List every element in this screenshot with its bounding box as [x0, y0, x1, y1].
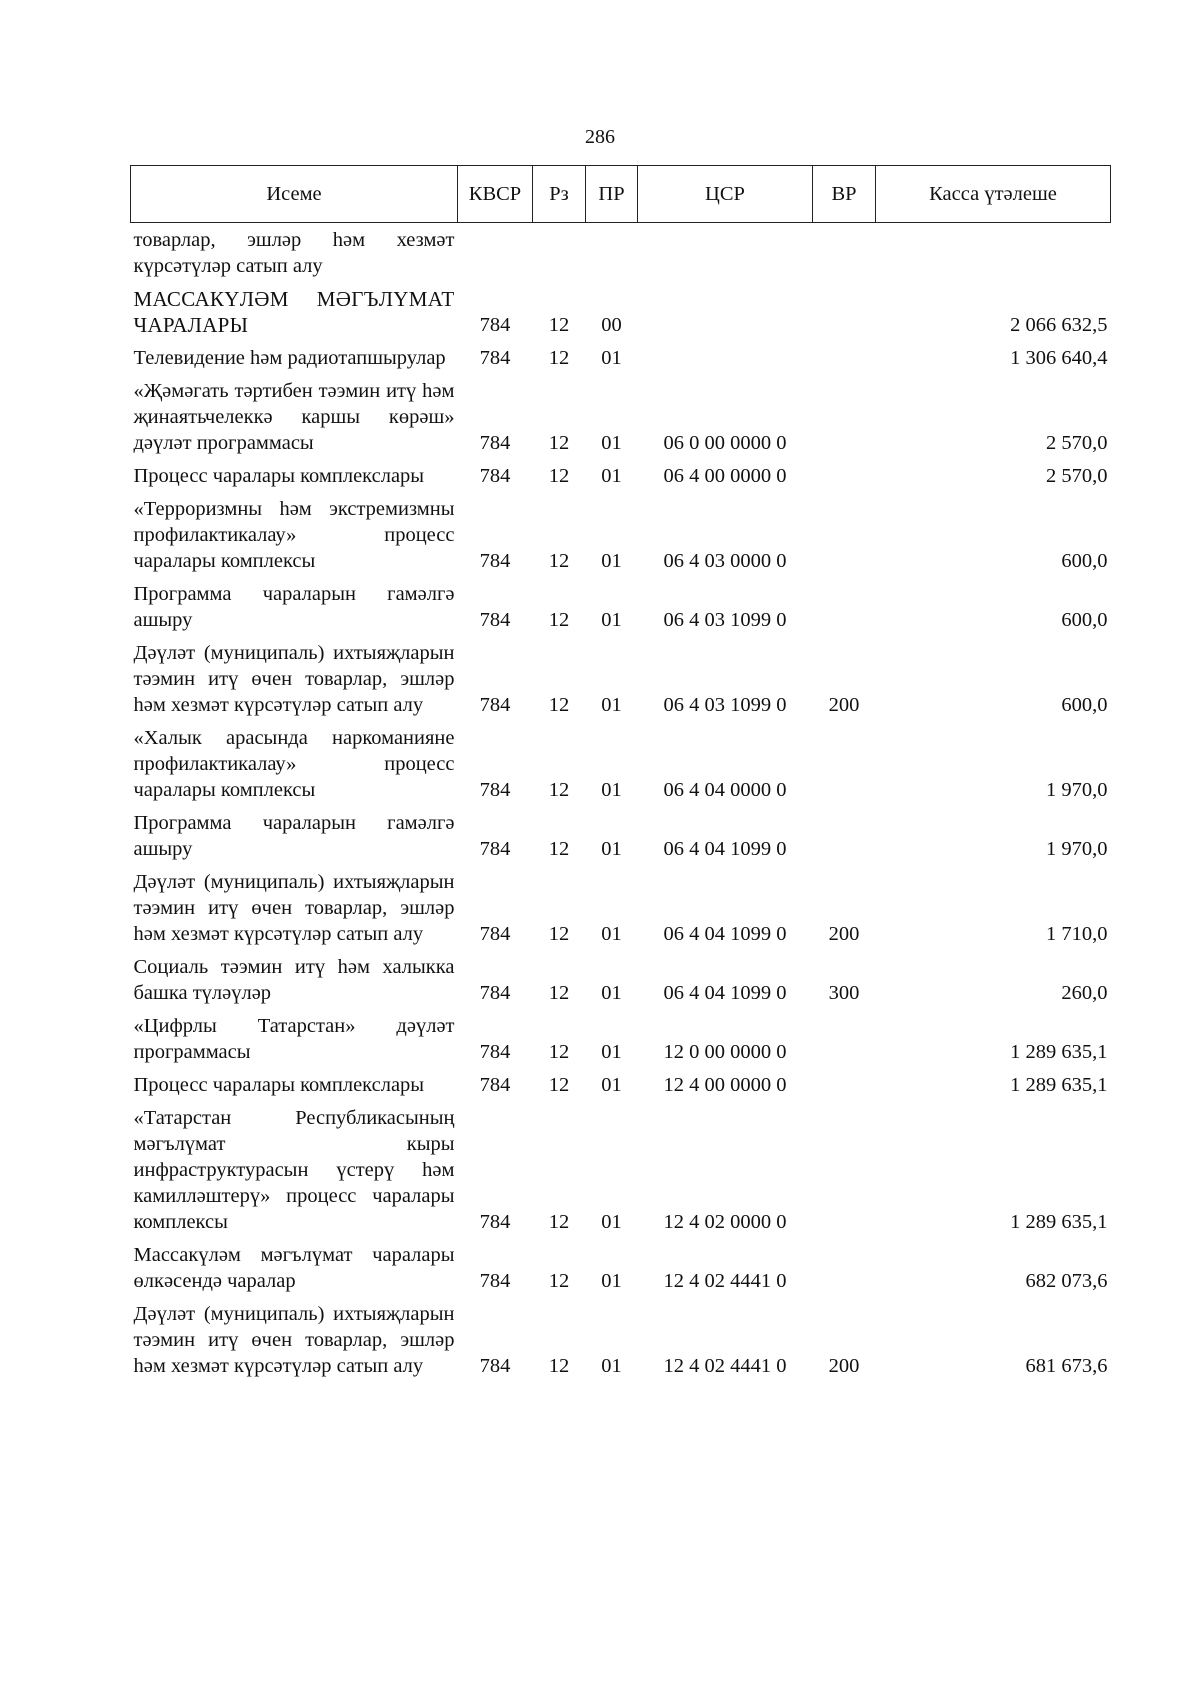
cell-csr: 06 4 00 0000 0 [663, 465, 787, 487]
cell-amount: 600,0 [1061, 694, 1108, 716]
cell-vr: 200 [828, 694, 860, 716]
cell-amount: 1 289 635,1 [1010, 1041, 1108, 1063]
cell-name: МАССАКҮЛӘМ МӘГЪЛҮМАТ ЧАРАЛАРЫ [133, 287, 455, 337]
page-number: 286 [585, 126, 615, 148]
cell-amount: 1 970,0 [1046, 838, 1108, 860]
header-amount: Касса үтәлеше [876, 166, 1111, 223]
cell-pr: 01 [601, 838, 622, 860]
cell-name: «Цифрлы Татарстан» дәүләт программасы [133, 1015, 455, 1063]
cell-rz: 12 [548, 465, 570, 487]
header-vr: ВР [813, 166, 876, 223]
cell-amount: 1 289 635,1 [1010, 1211, 1108, 1233]
cell-vr [813, 341, 876, 374]
cell-rz: 12 [548, 923, 570, 945]
cell-pr: 00 [601, 314, 622, 336]
cell-csr: 12 4 02 4441 0 [663, 1355, 787, 1377]
cell-name: Телевидение һәм радиотапшырулар [133, 347, 446, 369]
table-row [131, 1297, 1111, 1382]
cell-pr [586, 223, 638, 283]
cell-kvsr: 784 [479, 609, 511, 631]
cell-csr: 06 0 00 0000 0 [663, 432, 787, 454]
cell-rz: 12 [548, 347, 570, 369]
cell-kvsr: 784 [479, 465, 511, 487]
cell-vr [813, 1101, 876, 1238]
cell-amount: 682 073,6 [1025, 1270, 1108, 1292]
cell-amount: 1 970,0 [1046, 779, 1108, 801]
table-row [131, 341, 1111, 374]
cell-vr [813, 223, 876, 283]
cell-kvsr: 784 [479, 1270, 511, 1292]
table-row [131, 636, 1111, 721]
header-kvsr: КВСР [458, 166, 533, 223]
table-row [131, 577, 1111, 636]
cell-csr: 12 4 02 0000 0 [663, 1211, 787, 1233]
table-row [131, 806, 1111, 865]
cell-pr: 01 [601, 923, 622, 945]
cell-name: «Терроризмны һәм экстремизмны профилактикалау» процесс чаралары комплексы [133, 498, 455, 572]
cell-vr: 200 [828, 1355, 860, 1377]
cell-kvsr: 784 [479, 838, 511, 860]
table-row [131, 282, 1111, 341]
budget-table [130, 165, 1111, 1382]
cell-csr: 06 4 04 1099 0 [663, 838, 787, 860]
cell-pr: 01 [601, 779, 622, 801]
cell-rz: 12 [548, 432, 570, 454]
cell-pr: 01 [601, 347, 622, 369]
table-row [131, 1238, 1111, 1297]
cell-amount: 1 710,0 [1046, 923, 1108, 945]
header-pr: ПР [586, 166, 638, 223]
cell-csr: 06 4 03 0000 0 [663, 550, 787, 572]
cell-vr [813, 1068, 876, 1101]
cell-kvsr: 784 [479, 1355, 511, 1377]
cell-kvsr: 784 [479, 1041, 511, 1063]
cell-rz: 12 [548, 694, 570, 716]
cell-csr [638, 341, 813, 374]
cell-kvsr: 784 [479, 314, 511, 336]
cell-vr [813, 459, 876, 492]
cell-kvsr: 784 [479, 550, 511, 572]
cell-name: «Халык арасында наркоманияне профилактикалау» процесс чаралары комплексы [133, 727, 455, 801]
cell-vr [813, 1238, 876, 1297]
cell-vr: 300 [828, 982, 860, 1004]
cell-kvsr: 784 [479, 923, 511, 945]
cell-kvsr: 784 [479, 1074, 511, 1096]
cell-csr: 06 4 03 1099 0 [663, 694, 787, 716]
cell-csr [638, 282, 813, 341]
cell-vr: 200 [828, 923, 860, 945]
cell-pr: 01 [601, 465, 622, 487]
cell-rz [533, 223, 586, 283]
cell-vr [813, 721, 876, 806]
cell-pr: 01 [601, 694, 622, 716]
cell-pr: 01 [601, 982, 622, 1004]
cell-kvsr [458, 223, 533, 283]
cell-amount [876, 223, 1111, 283]
table-row [131, 1101, 1111, 1238]
cell-pr: 01 [601, 432, 622, 454]
cell-csr: 06 4 03 1099 0 [663, 609, 787, 631]
cell-kvsr: 784 [479, 347, 511, 369]
cell-csr [638, 223, 813, 283]
header-name: Исеме [131, 166, 458, 223]
cell-amount: 681 673,6 [1025, 1355, 1108, 1377]
cell-csr: 06 4 04 1099 0 [663, 982, 787, 1004]
cell-pr: 01 [601, 550, 622, 572]
cell-name: товарлар, эшләр һәм хезмәт күрсәтүләр сатып алу [133, 229, 455, 277]
cell-csr: 12 4 02 4441 0 [663, 1270, 787, 1292]
table-row [131, 1068, 1111, 1101]
cell-kvsr: 784 [479, 982, 511, 1004]
cell-rz: 12 [548, 779, 570, 801]
table-row [131, 223, 1111, 283]
table-row [131, 1009, 1111, 1068]
header-rz: Рз [533, 166, 586, 223]
cell-kvsr: 784 [479, 694, 511, 716]
cell-name: «Татарстан Республикасының мәгълүмат кыры инфраструктурасын үстерү һәм камилләштерү» процесс чаралары комплексы [133, 1107, 455, 1233]
cell-name: Программа чараларын гамәлгә ашыру [133, 812, 455, 860]
cell-name: «Җәмәгать тәртибен тәэмин итү һәм җинаятьчелеккә каршы көрәш» дәүләт программасы [133, 380, 455, 454]
cell-pr: 01 [601, 1211, 622, 1233]
table-row [131, 492, 1111, 577]
cell-name: Массакүләм мәгълүмат чаралары өлкәсендә чаралар [133, 1244, 455, 1292]
cell-csr: 12 4 00 0000 0 [663, 1074, 787, 1096]
cell-rz: 12 [548, 838, 570, 860]
cell-rz: 12 [548, 1074, 570, 1096]
cell-amount: 2 570,0 [1046, 465, 1108, 487]
table-row [131, 865, 1111, 950]
cell-rz: 12 [548, 550, 570, 572]
table-row [131, 721, 1111, 806]
cell-amount: 1 306 640,4 [1010, 347, 1108, 369]
cell-amount: 260,0 [1061, 982, 1108, 1004]
cell-amount: 600,0 [1061, 609, 1108, 631]
cell-csr: 06 4 04 1099 0 [663, 923, 787, 945]
cell-kvsr: 784 [479, 1211, 511, 1233]
cell-name: Дәүләт (муниципаль) ихтыяҗларын тәэмин итү өчен товарлар, эшләр һәм хезмәт күрсәтүләр сатып алу [133, 871, 455, 945]
table-row [131, 459, 1111, 492]
cell-rz: 12 [548, 982, 570, 1004]
cell-name: Программа чараларын гамәлгә ашыру [133, 583, 455, 631]
cell-vr [813, 577, 876, 636]
cell-rz: 12 [548, 1355, 570, 1377]
cell-name: Дәүләт (муниципаль) ихтыяҗларын тәэмин итү өчен товарлар, эшләр һәм хезмәт күрсәтүләр сатып алу [133, 1303, 455, 1377]
cell-pr: 01 [601, 1355, 622, 1377]
cell-vr [813, 1009, 876, 1068]
cell-pr: 01 [601, 1270, 622, 1292]
cell-pr: 01 [601, 609, 622, 631]
cell-vr [813, 492, 876, 577]
cell-rz: 12 [548, 609, 570, 631]
cell-amount: 2 570,0 [1046, 432, 1108, 454]
cell-kvsr: 784 [479, 432, 511, 454]
cell-rz: 12 [548, 1270, 570, 1292]
cell-amount: 2 066 632,5 [1010, 314, 1108, 336]
cell-kvsr: 784 [479, 779, 511, 801]
cell-amount: 1 289 635,1 [1010, 1074, 1108, 1096]
cell-name: Социаль тәэмин итү һәм халыкка башка түләүләр [133, 956, 455, 1004]
cell-vr [813, 282, 876, 341]
table-row [131, 374, 1111, 459]
cell-csr: 06 4 04 0000 0 [663, 779, 787, 801]
cell-name: Процесс чаралары комплекслары [133, 1074, 425, 1096]
cell-rz: 12 [548, 1211, 570, 1233]
table-row [131, 950, 1111, 1009]
cell-pr: 01 [601, 1074, 622, 1096]
cell-name: Процесс чаралары комплекслары [133, 465, 425, 487]
cell-csr: 12 0 00 0000 0 [663, 1041, 787, 1063]
cell-amount: 600,0 [1061, 550, 1108, 572]
cell-vr [813, 806, 876, 865]
cell-vr [813, 374, 876, 459]
header-csr: ЦСР [638, 166, 813, 223]
cell-name: Дәүләт (муниципаль) ихтыяҗларын тәэмин итү өчен товарлар, эшләр һәм хезмәт күрсәтүләр сатып алу [133, 642, 455, 716]
table-header-row [131, 166, 1111, 223]
cell-rz: 12 [548, 1041, 570, 1063]
cell-pr: 01 [601, 1041, 622, 1063]
cell-rz: 12 [548, 314, 570, 336]
